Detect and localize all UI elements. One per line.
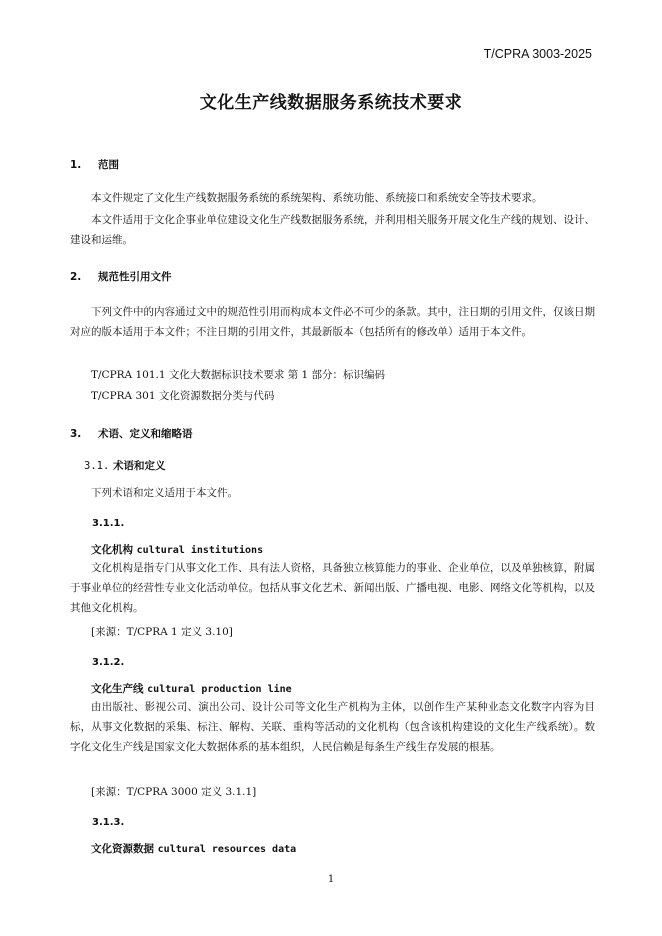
normative-reference: T/CPRA 101.1 文化大数据标识技术要求 第 1 部分：标识编码 [91, 369, 386, 381]
section-title: 规范性引用文件 [98, 271, 172, 283]
term-chinese: 文化生产线 [91, 683, 144, 695]
term-number: 3.1.1. [92, 518, 125, 529]
section-title: 术语、定义和缩略语 [98, 428, 193, 440]
section-2-heading [70, 267, 595, 287]
section-number: 2. [70, 271, 82, 283]
section-1-paragraph-2: 本文件适用于文化企事业单位建设文化生产线数据服务系统，并利用相关服务开展文化生产线的规划、设计、建设和运维。 [70, 214, 595, 246]
term-english: cultural production line [147, 684, 292, 695]
section-1-paragraph-1: 本文件规定了文化生产线数据服务系统的系统架构、系统功能、系统接口和系统安全等技术要求。 [91, 192, 543, 204]
subsection-3-1-heading [70, 456, 609, 476]
section-number: 1. [70, 159, 82, 171]
section-title: 范围 [98, 159, 119, 171]
normative-reference: T/CPRA 301 文化资源数据分类与代码 [91, 390, 275, 402]
subsection-intro: 下列术语和定义适用于本文件。 [91, 487, 238, 499]
section-number: 3. [70, 428, 82, 440]
section-3-heading [70, 424, 595, 444]
section-1-heading [70, 155, 595, 175]
standard-code: T/CPRA 3003-2025 [483, 47, 592, 61]
term-chinese: 文化资源数据 [91, 843, 154, 855]
term-chinese: 文化机构 [91, 544, 133, 556]
term-source: [来源：T/CPRA 1 定义 3.10] [91, 626, 233, 638]
section-2-paragraph: 下列文件中的内容通过文中的规范性引用而构成本文件必不可少的条款。其中，注日期的引用文件，仅该日期对应的版本适用于本文件；不注日期的引用文件，其最新版本（包括所有的修改单）适用于本文件。 [70, 306, 595, 338]
term-number: 3.1.2. [92, 657, 125, 668]
term-heading [70, 839, 616, 860]
term-definition: 文化机构是指专门从事文化工作、具有法人资格，具备独立核算能力的事业、企业单位，以及单独核算，附属于事业单位的经营性专业文化活动单位。包括从事文化艺术、新闻出版、广播电视、电影、网络文化等机构，以及其他文化机构。 [70, 562, 595, 614]
subsection-number: 3.1. [84, 460, 110, 472]
subsection-title: 术语和定义 [113, 460, 166, 472]
page-number: 1 [327, 874, 335, 885]
term-english: cultural institutions [136, 545, 264, 556]
term-english: cultural resources data [157, 844, 297, 855]
term-number: 3.1.3. [92, 817, 125, 828]
term-source: [来源：T/CPRA 3000 定义 3.1.1] [91, 786, 257, 798]
document-title: 文化生产线数据服务系统技术要求 [199, 93, 463, 113]
term-definition: 由出版社、影视公司、演出公司、设计公司等文化生产机构为主体，以创作生产某种业态文化数字内容为目标，从事文化数据的采集、标注、解构、关联、重构等活动的文化机构（包含该机构建设的文化生产线系统）。数字化文化生产线是国家文化大数据体系的基本组织，人民信赖是每条生产线生存发展的根基。 [70, 701, 595, 753]
